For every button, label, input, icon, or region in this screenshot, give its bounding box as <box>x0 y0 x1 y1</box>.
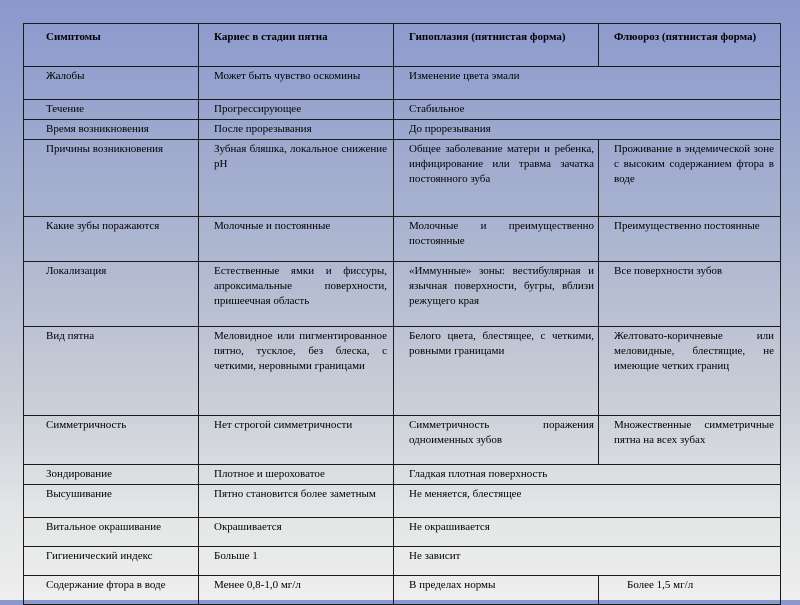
cell-hypoplasia: Симметричность поражения одноименных зубов <box>394 416 599 465</box>
table-row <box>24 140 781 217</box>
table-row <box>24 327 781 416</box>
cell-hypoplasia-fluorosis: Изменение цвета эмали <box>394 67 781 100</box>
table-row <box>24 217 781 262</box>
table-row <box>24 518 781 547</box>
table-row <box>24 262 781 327</box>
cell-symptom: Вид пятна <box>24 327 199 416</box>
cell-fluorosis: Множественные симметричные пятна на всех зубах <box>599 416 781 465</box>
cell-symptom: Гигиенический индекс <box>24 547 199 576</box>
cell-caries: Может быть чувство оскомины <box>199 67 394 100</box>
cell-symptom: Содержание фтора в воде <box>24 576 199 605</box>
header-symptoms: Симптомы <box>24 24 199 67</box>
cell-symptom: Причины возникновения <box>24 140 199 217</box>
cell-hypoplasia: «Иммунные» зоны: вестибулярная и язычная поверхности, бугры, вблизи режущего края <box>394 262 599 327</box>
table-row <box>24 416 781 465</box>
table-row <box>24 100 781 120</box>
cell-caries: Меловидное или пигментированное пятно, тусклое, без блеска, с четкими, неровными границами <box>199 327 394 416</box>
cell-hypoplasia: В пределах нормы <box>394 576 599 605</box>
cell-hypoplasia: Белого цвета, блестящее, с четкими, ровными границами <box>394 327 599 416</box>
cell-hypoplasia: Общее заболевание матери и ребенка, инфицирование или травма зачатка постоянного зуба <box>394 140 599 217</box>
table-row <box>24 67 781 100</box>
cell-hypoplasia-fluorosis: Не окрашивается <box>394 518 781 547</box>
cell-symptom: Локализация <box>24 262 199 327</box>
cell-fluorosis: Все поверхности зубов <box>599 262 781 327</box>
cell-caries: Плотное и шероховатое <box>199 465 394 485</box>
table-row <box>24 547 781 576</box>
cell-caries: Зубная бляшка, локальное снижение pH <box>199 140 394 217</box>
cell-hypoplasia: Молочные и преимущественно постоянные <box>394 217 599 262</box>
cell-caries: Прогрессирующее <box>199 100 394 120</box>
cell-hypoplasia-fluorosis: Не меняется, блестящее <box>394 485 781 518</box>
cell-symptom: Время возникновения <box>24 120 199 140</box>
table-row <box>24 485 781 518</box>
cell-fluorosis: Преимущественно постоянные <box>599 217 781 262</box>
table-row <box>24 120 781 140</box>
header-fluorosis: Флюороз (пятнистая форма) <box>599 24 781 67</box>
header-hypoplasia: Гипоплазия (пятнистая форма) <box>394 24 599 67</box>
cell-caries: После прорезывания <box>199 120 394 140</box>
table-header-row <box>24 24 781 67</box>
cell-hypoplasia-fluorosis: Стабильное <box>394 100 781 120</box>
cell-fluorosis: Проживание в эндемической зоне с высоким содержанием фтора в воде <box>599 140 781 217</box>
cell-hypoplasia-fluorosis: Гладкая плотная поверхность <box>394 465 781 485</box>
cell-caries: Естественные ямки и фиссуры, апроксимальные поверхности, пришеечная область <box>199 262 394 327</box>
cell-symptom: Какие зубы поражаются <box>24 217 199 262</box>
cell-symptom: Витальное окрашивание <box>24 518 199 547</box>
cell-hypoplasia-fluorosis: До прорезывания <box>394 120 781 140</box>
cell-symptom: Течение <box>24 100 199 120</box>
comparison-table <box>23 23 781 605</box>
cell-symptom: Симметричность <box>24 416 199 465</box>
cell-symptom: Жалобы <box>24 67 199 100</box>
cell-symptom: Зондирование <box>24 465 199 485</box>
header-caries: Кариес в стадии пятна <box>199 24 394 67</box>
cell-fluorosis: Желтовато-коричневые или меловидные, блестящие, не имеющие четких границ <box>599 327 781 416</box>
cell-caries: Больше 1 <box>199 547 394 576</box>
cell-caries: Менее 0,8-1,0 мг/л <box>199 576 394 605</box>
cell-caries: Окрашивается <box>199 518 394 547</box>
table-row <box>24 576 781 605</box>
table-row <box>24 465 781 485</box>
cell-caries: Пятно становится более заметным <box>199 485 394 518</box>
cell-caries: Нет строгой симметричности <box>199 416 394 465</box>
cell-fluorosis: Более 1,5 мг/л <box>599 576 781 605</box>
cell-caries: Молочные и постоянные <box>199 217 394 262</box>
cell-symptom: Высушивание <box>24 485 199 518</box>
cell-hypoplasia-fluorosis: Не зависит <box>394 547 781 576</box>
